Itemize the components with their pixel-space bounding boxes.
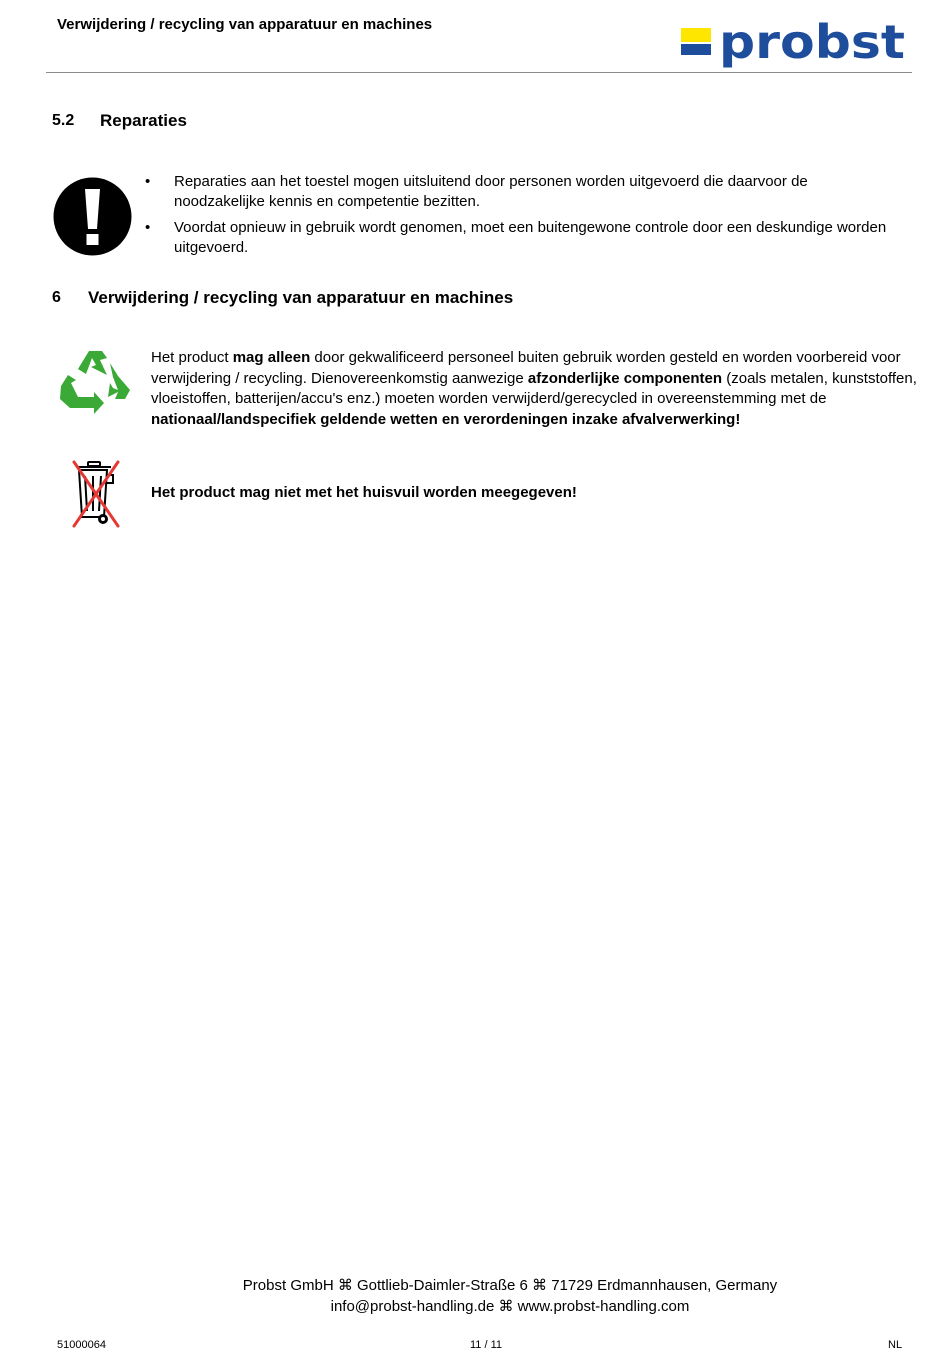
- paragraph-bold: nationaal/landspecifiek geldende wetten en verordeningen inzake afvalverwerking!: [151, 410, 741, 428]
- bullet-icon: •: [145, 173, 151, 190]
- paragraph-text: Het product: [151, 349, 233, 366]
- section-6-title: Verwijdering / recycling van apparatuur en machines: [88, 288, 514, 307]
- paragraph-text: door gekwalificeerd personeel buiten gebruik worden gesteld en worden voorbereid voor verwijdering / recycling. Dienovereenkomstig aanwezige: [151, 349, 901, 387]
- document-number: 51000064: [57, 1339, 106, 1351]
- bullet-text: Reparaties aan het toestel mogen uitsluitend door personen worden uitgevoerd die daarvoor de noodzakelijke kennis en competentie bezitten.: [174, 173, 808, 210]
- section-5-2-bullet-list: [145, 172, 895, 264]
- bullet-text: Voordat opnieuw in gebruik wordt genomen, moet een buitengewone controle door een deskundige worden uitgevoerd.: [174, 219, 887, 256]
- disposal-paragraph: [151, 348, 921, 430]
- paragraph-bold: mag alleen: [232, 349, 311, 366]
- header-title: Verwijdering / recycling van apparatuur en machines: [57, 16, 433, 33]
- paragraph-bold: afzonderlijke componenten: [527, 369, 723, 387]
- exclamation-icon: [53, 177, 132, 256]
- section-5-2-title: Reparaties: [100, 111, 187, 130]
- svg-text:probst: probst: [719, 22, 905, 68]
- list-item: [145, 172, 895, 212]
- section-6-number: 6: [52, 289, 61, 306]
- section-5-2-number: 5.2: [52, 112, 75, 129]
- header-divider: [46, 72, 912, 73]
- list-item: [145, 218, 895, 258]
- probst-logo: [681, 22, 906, 68]
- crossed-bin-icon: [71, 459, 121, 529]
- footer-contact-line: info@probst-handling.de ⌘ www.probst-handling.com: [330, 1297, 690, 1315]
- bullet-icon: •: [145, 219, 151, 236]
- footer-address: [0, 1276, 950, 1317]
- footer-address-line: Probst GmbH ⌘ Gottlieb-Daimler-Straße 6 ⌘ 71729 Erdmannhausen, Germany: [242, 1277, 778, 1294]
- page-number: 11 / 11: [470, 1339, 503, 1351]
- recycle-icon: [58, 347, 132, 417]
- household-waste-warning: Het product mag niet met het huisvuil worden meegegeven!: [151, 484, 577, 501]
- language-code: NL: [888, 1339, 903, 1351]
- paragraph-text: (zoals metalen, kunststoffen, vloeistoffen, batterijen/accu's enz.) moeten worden verwijderd/gerecycled in overeenstemming met de: [151, 369, 917, 407]
